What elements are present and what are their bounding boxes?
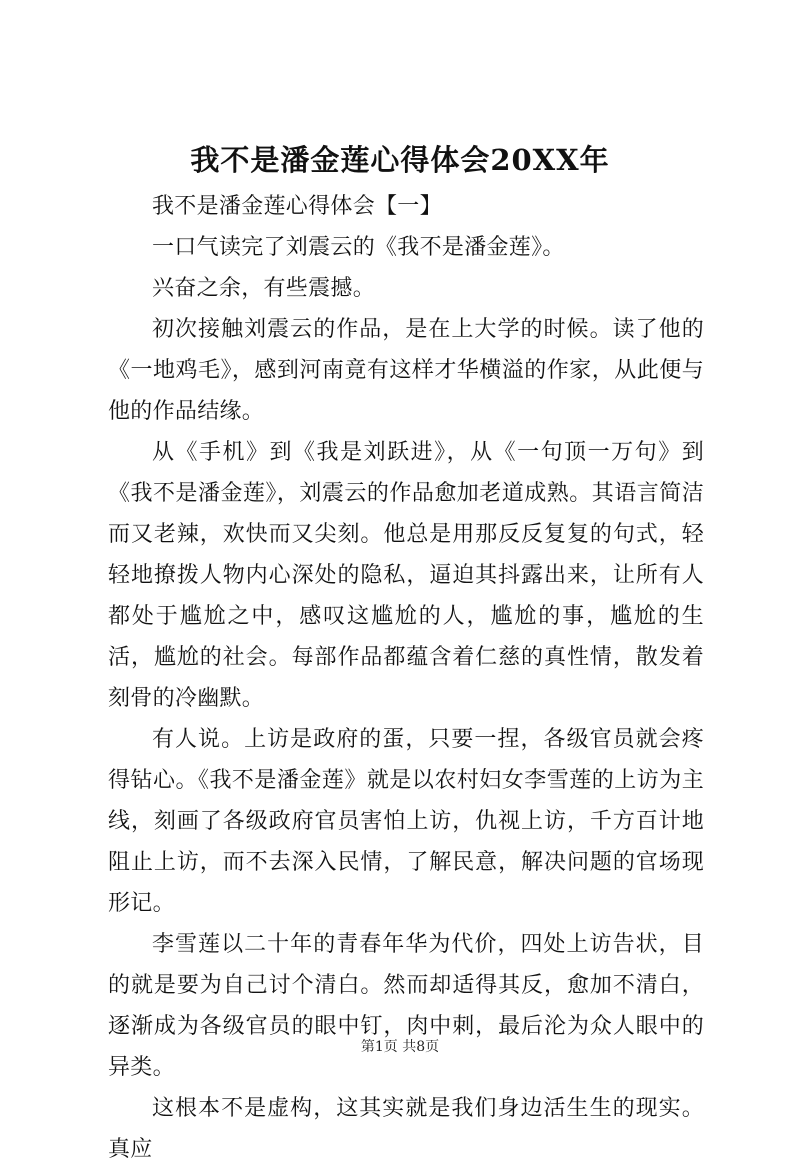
paragraph: 一口气读完了刘震云的《我不是潘金莲》。 [152,235,565,260]
page-indicator: 第1页 共8页 [360,1039,440,1055]
paragraph: 从《手机》到《我是刘跃进》，从《一句顶一万句》到《我不是潘金莲》，刘震云的作品愈加老道成熟。其语言简洁而又老辣，欢快而又尖刻。他总是用那反反复复的句式，轻轻地撩拨人物内心深处的隐私，逼迫其抖露出来，让所有人都处于尴尬之中，感叹这尴尬的人，尴尬的事，尴尬的生活，尴尬的社会。每部作品都蕴含着仁慈的真性情，散发着刻骨的冷幽默。 [108,440,704,711]
document-title: 我不是潘金莲心得体会20XX年 [190,143,610,177]
paragraph: 李雪莲以二十年的青春年华为代价，四处上访告状，目的就是要为自己讨个清白。然而却适得其反，愈加不清白，逐渐成为各级官员的眼中钉，肉中刺，最后沦为众人眼中的异类。 [108,932,704,1080]
paragraph: 这根本不是虚构，这其实就是我们身边活生生的现实。真应 [108,1096,704,1162]
paragraph: 有人说。上访是政府的蛋，只要一捏，各级官员就会疼得钻心。《我不是潘金莲》就是以农村妇女李雪莲的上访为主线，刻画了各级政府官员害怕上访，仇视上访，千方百计地阻止上访，而不去深入民情，了解民意，解决问题的官场现形记。 [108,727,704,916]
paragraph-section-heading: 我不是潘金莲心得体会【一】 [152,194,442,219]
document-body [108,186,704,1170]
paragraph: 初次接触刘震云的作品，是在上大学的时候。读了他的《一地鸡毛》，感到河南竟有这样才华横溢的作家，从此便与他的作品结缘。 [108,317,704,424]
paragraph: 兴奋之余，有些震撼。 [152,276,376,301]
